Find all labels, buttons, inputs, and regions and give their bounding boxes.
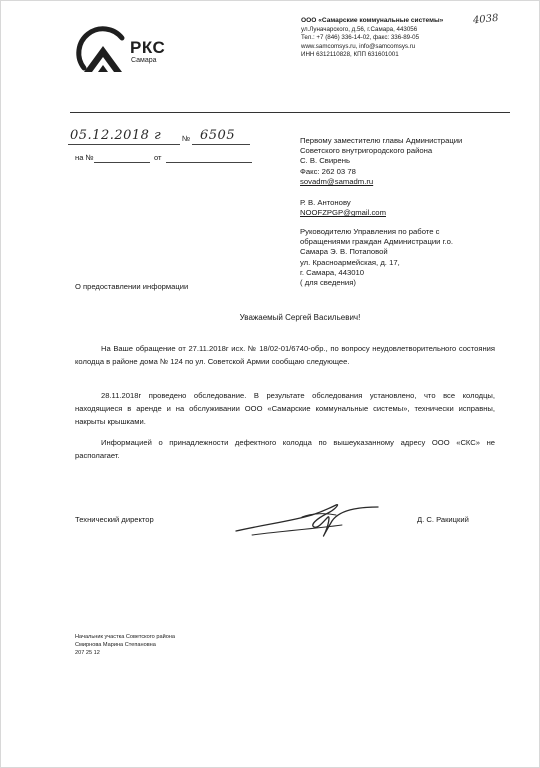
addressee-email-link[interactable]: NOOFZPGP@gmail.com xyxy=(300,208,386,218)
date-line xyxy=(68,144,180,145)
addressee-line: обращениями граждан Администрации г.о. xyxy=(300,237,453,247)
addressee-line: Р. В. Антонову xyxy=(300,198,351,207)
number-sign: № xyxy=(182,134,191,143)
paragraph-text: Информацией о принадлежности дефектного колодца по вышеуказанному адресу ООО «СКС» не располагает. xyxy=(75,438,495,461)
outgoing-date: 05.12.2018 г xyxy=(70,128,162,143)
addressee-email-link[interactable]: sovadm@samadm.ru xyxy=(300,176,374,186)
footer-line: Начальник участка Советского района xyxy=(75,634,176,640)
footer-line: Смирнова Марина Степановна xyxy=(75,642,156,648)
ref-date-line xyxy=(166,162,252,163)
number-line xyxy=(192,144,250,145)
addressee-line: Советского внутригородского района xyxy=(300,146,433,156)
org-name: ООО «Самарские коммунальные системы» xyxy=(301,17,444,24)
addressee-1 xyxy=(300,136,462,187)
addressee-fax: Факс: 262 03 78 xyxy=(300,166,356,176)
addressee-2 xyxy=(300,198,386,218)
addressee-line xyxy=(300,227,512,237)
outgoing-number: 6505 xyxy=(200,128,236,143)
signer-name: Д. С. Ракицкий xyxy=(417,515,469,524)
addressee-3 xyxy=(300,227,512,288)
addressee-line: Первому заместителю главы Администрации xyxy=(300,136,463,145)
logo-subtext: Самара xyxy=(131,57,157,64)
paragraph-2 xyxy=(75,389,495,429)
org-web: www.samcomsys.ru, info@samcomsys.ru xyxy=(301,42,416,50)
footer-line: 207 25 12 xyxy=(75,650,100,656)
company-logo xyxy=(74,16,194,86)
paragraph-text: 28.11.2018г проведено обследование. В результате обследования установлено, что все колодцы, находящиеся в аренде и на обслуживании ООО «Самарские коммунальные системы», технически исправны, накрыты крышками. xyxy=(75,391,495,427)
paragraph-3 xyxy=(75,436,495,462)
addressee-line: ул. Красноармейская, д. 17, xyxy=(300,257,400,267)
addressee-line: С. В. Свирень xyxy=(300,156,350,166)
ref-prefix: на № xyxy=(75,153,94,162)
subject-line: О предоставлении информации xyxy=(75,282,189,291)
header-divider xyxy=(70,112,510,113)
handwritten-signature xyxy=(232,495,382,545)
addressee-line: Самара Э. В. Потаповой xyxy=(300,247,388,257)
contact-footer xyxy=(75,633,175,657)
addressee-line: ( для сведения) xyxy=(300,278,356,288)
org-tax-ids: ИНН 6312110828, КПП 631601001 xyxy=(301,51,399,59)
salutation: Уважаемый Сергей Васильевич! xyxy=(239,313,361,322)
logo-text: РКС xyxy=(130,38,166,57)
org-phone: Тел.: +7 (846) 336-14-02, факс: 336-89-05 xyxy=(301,34,420,42)
addressee-line: г. Самара, 443010 xyxy=(300,267,365,277)
org-address: ул.Луначарского, д.56, г.Самара, 443056 xyxy=(301,25,418,33)
paragraph-text: На Ваше обращение от 27.11.2018г исх. № 18/02-01/6740-обр., по вопросу неудовлетворительного состояния колодца в районе дома № 124 по ул. Советской Армии сообщаю следующее. xyxy=(75,344,495,367)
registration-note: 4038 xyxy=(472,12,499,27)
addressee-line-text: Руководителю Управления по работе с xyxy=(300,227,440,236)
signer-position: Технический директор xyxy=(75,515,154,524)
ref-number-line xyxy=(94,162,150,163)
ref-from: от xyxy=(154,153,162,162)
paragraph-1 xyxy=(75,342,495,368)
